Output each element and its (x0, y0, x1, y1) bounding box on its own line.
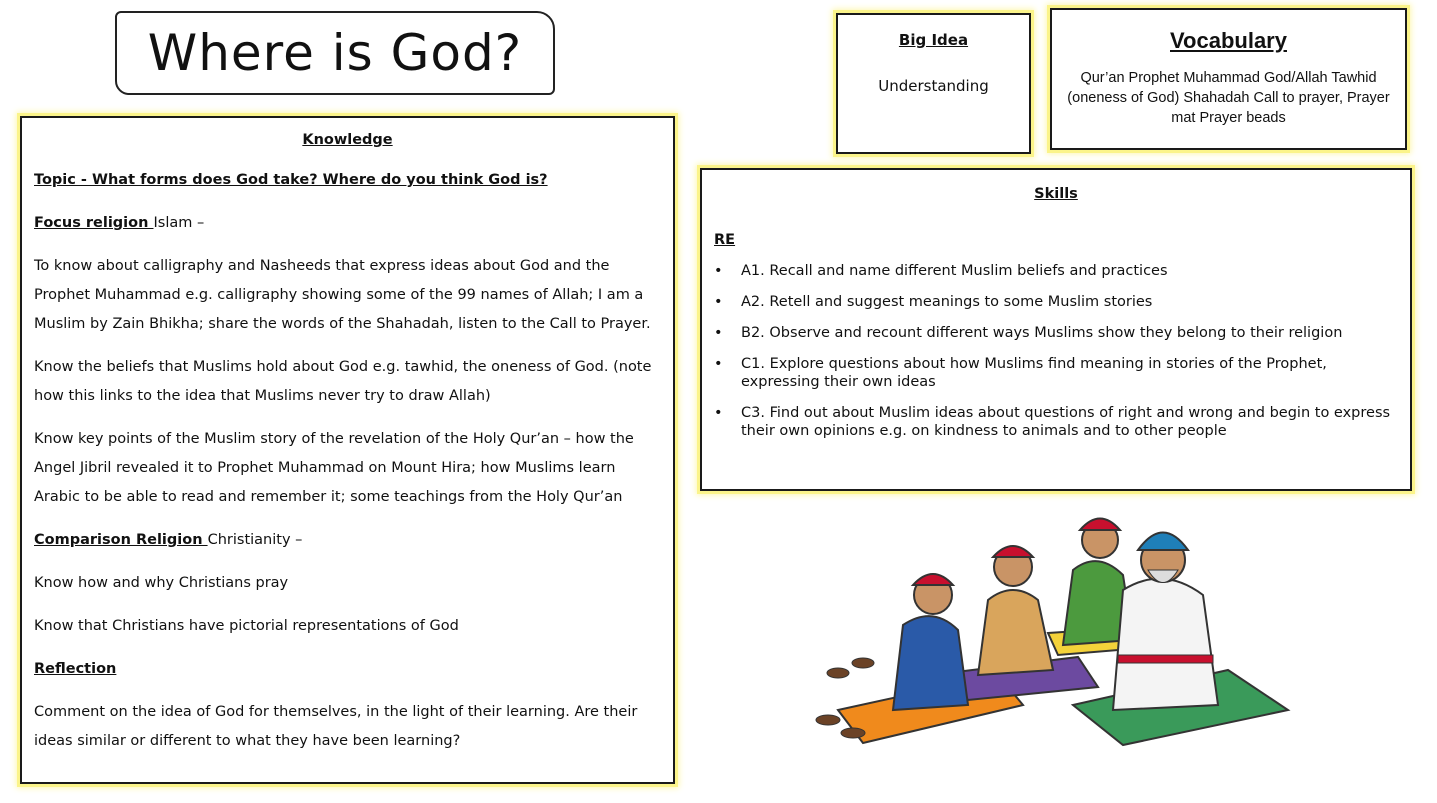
sandal (816, 715, 840, 725)
red-sash (1118, 655, 1213, 663)
comparison-religion-label: Comparison Religion (34, 532, 208, 548)
focus-religion-value: Islam – (153, 215, 205, 231)
page-title: Where is God? (147, 24, 523, 82)
focus-religion-label: Focus religion (34, 215, 154, 231)
knowledge-paragraph: Comment on the idea of God for themselves, in the light of their learning. Are their ideas similar or different to what they have been learning? (34, 704, 638, 749)
skills-panel (700, 168, 1412, 491)
reflection-label: Reflection (34, 661, 117, 677)
knowledge-paragraph: Know that Christians have pictorial representations of God (34, 618, 459, 634)
sandal (841, 728, 865, 738)
sandal (827, 668, 849, 678)
big-idea-heading: Big Idea (898, 31, 969, 49)
sandal (852, 658, 874, 668)
skill-item: • B2. Observe and recount different ways Muslims show they belong to their religion (714, 324, 1398, 342)
skills-heading: Skills (1034, 186, 1078, 202)
page-title-box (115, 11, 555, 95)
skill-item: • A2. Retell and suggest meanings to some Muslim stories (714, 293, 1398, 311)
blue-robe (893, 616, 968, 710)
comparison-religion-value: Christianity – (207, 532, 303, 548)
turban (1080, 519, 1120, 531)
knowledge-panel (20, 116, 675, 784)
turban (993, 546, 1033, 557)
knowledge-paragraph: Know key points of the Muslim story of the revelation of the Holy Qur’an – how the Angel Jibril revealed it to Prophet Muhammad on Mount Hira; how Muslims learn Arabic to be able to read and remember it; some teachings from the Holy Qur’an (34, 431, 634, 505)
knowledge-paragraph: Know how and why Christians pray (34, 575, 289, 591)
vocabulary-panel (1050, 8, 1407, 150)
big-idea-panel (836, 13, 1031, 154)
vocabulary-list: Qur’an Prophet Muhammad God/Allah Tawhid (oneness of God) Shahadah Call to prayer, Prayer mat Prayer beads (1067, 70, 1390, 126)
topic-label: Topic - What forms does God take? Where do you think God is? (34, 172, 548, 188)
skills-subheading: RE (714, 232, 736, 248)
big-idea-value: Understanding (878, 77, 989, 95)
knowledge-heading: Knowledge (302, 132, 393, 148)
turban (913, 574, 953, 585)
skill-item: • A1. Recall and name different Muslim beliefs and practices (714, 262, 1398, 280)
blue-turban (1138, 533, 1188, 551)
skill-item: • C1. Explore questions about how Muslims find meaning in stories of the Prophet, expressing their own ideas (714, 355, 1398, 391)
knowledge-paragraph: To know about calligraphy and Nasheeds that express ideas about God and the Prophet Muhammad e.g. calligraphy showing some of the 99 names of Allah; I am a Muslim by Zain Bhikha; share the words of the Shahadah, listen to the Call to Prayer. (34, 258, 651, 332)
skill-item: • C3. Find out about Muslim ideas about questions of right and wrong and begin to express their own opinions e.g. on kindness to animals and to other people (714, 404, 1398, 440)
praying-men-illustration (808, 505, 1298, 750)
knowledge-paragraph: Know the beliefs that Muslims hold about God e.g. tawhid, the oneness of God. (note how this links to the idea that Muslims never try to draw Allah) (34, 359, 652, 404)
white-robe (1113, 579, 1218, 710)
skills-list (714, 262, 1398, 440)
tan-robe (978, 590, 1053, 675)
vocabulary-heading: Vocabulary (1170, 28, 1287, 53)
